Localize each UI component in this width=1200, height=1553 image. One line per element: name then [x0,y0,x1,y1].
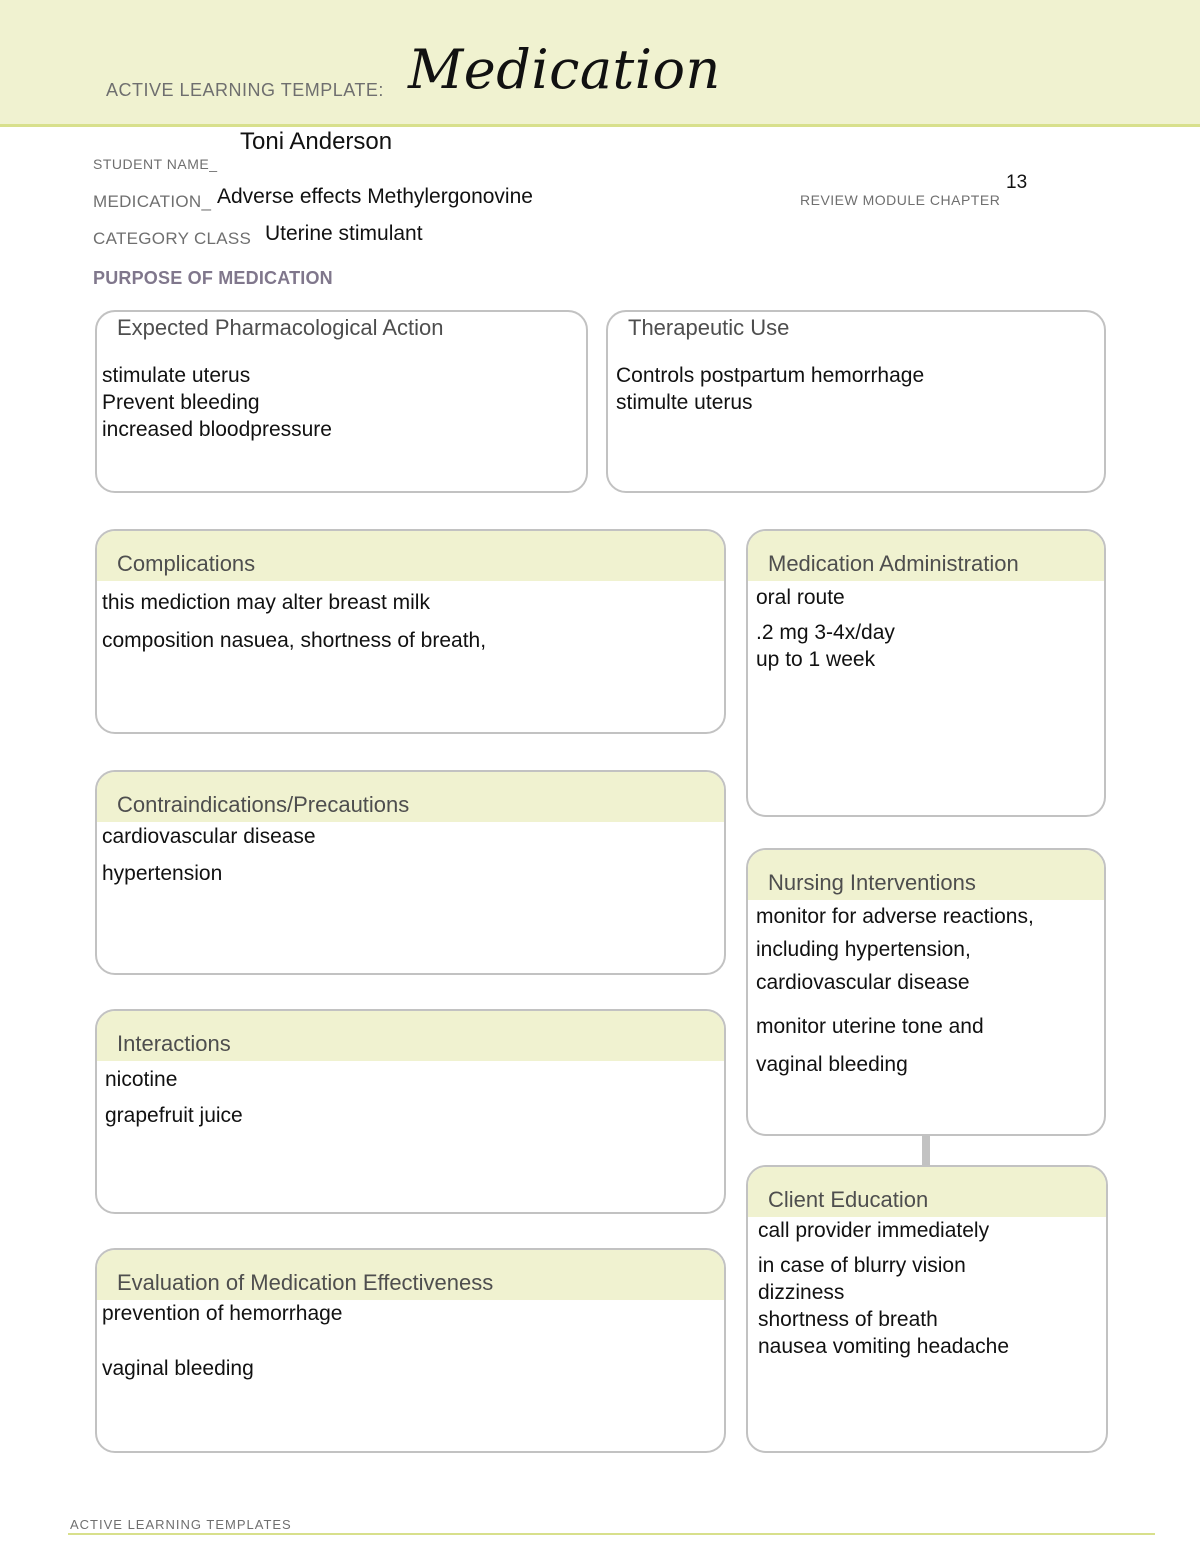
student-name-label: STUDENT NAME_ [93,156,218,172]
nursing-interventions-title: Nursing Interventions [768,870,976,895]
nursing-interventions-line: cardiovascular disease [756,971,970,994]
template-label: ACTIVE LEARNING TEMPLATE: [106,80,384,100]
medication-value[interactable]: Adverse effects Methylergonovine [217,185,533,208]
footer-divider [68,1533,1155,1535]
nursing-interventions-line: vaginal bleeding [756,1053,908,1076]
client-education-line: shortness of breath [758,1308,938,1331]
evaluation-line: prevention of hemorrhage [102,1302,343,1325]
complications-line: this mediction may alter breast milk [102,591,430,614]
flow-connector [922,1134,930,1166]
interactions-line: grapefruit juice [105,1104,243,1127]
medication-administration-line: .2 mg 3-4x/day [756,621,895,644]
expected-action-title: Expected Pharmacological Action [117,315,444,340]
contraindications-line: cardiovascular disease [102,825,316,848]
medication-administration-title: Medication Administration [768,551,1019,576]
client-education-box [746,1165,1108,1453]
therapeutic-use-line: stimulte uterus [616,391,753,414]
nursing-interventions-body[interactable] [756,900,1098,1081]
evaluation-line: vaginal bleeding [102,1357,254,1380]
complications-line: composition nasuea, shortness of breath, [102,629,487,652]
nursing-interventions-line: monitor uterine tone and [756,1015,984,1038]
interactions-box [95,1009,726,1214]
therapeutic-use-title: Therapeutic Use [628,315,790,340]
therapeutic-use-body[interactable] [616,362,1098,416]
contraindications-box [95,770,726,975]
therapeutic-use-box [606,310,1106,493]
medication-administration-body[interactable] [756,584,1098,673]
contraindications-body[interactable] [102,818,718,892]
complications-title: Complications [117,551,256,576]
complications-body[interactable] [102,584,718,660]
expected-action-line: stimulate uterus [102,364,251,387]
evaluation-box [95,1248,726,1453]
client-education-line: dizziness [758,1281,845,1304]
therapeutic-use-line: Controls postpartum hemorrhage [616,364,925,387]
client-education-line: nausea vomiting headache [758,1335,1010,1358]
purpose-heading: PURPOSE OF MEDICATION [93,268,333,288]
medication-label: MEDICATION_ [93,192,212,211]
client-education-body[interactable] [758,1217,1100,1360]
expected-action-line: Prevent bleeding [102,391,260,414]
client-education-title: Client Education [768,1187,929,1212]
expected-action-body[interactable] [102,362,580,443]
nursing-interventions-line: monitor for adverse reactions, [756,905,1034,928]
student-name-value[interactable]: Toni Anderson [240,128,393,155]
evaluation-title: Evaluation of Medication Effectiveness [117,1270,494,1295]
review-module-label: REVIEW MODULE CHAPTER [800,192,1001,208]
expected-action-box [95,310,588,493]
nursing-interventions-line: including hypertension, [756,938,971,961]
footer-label: ACTIVE LEARNING TEMPLATES [70,1517,292,1532]
client-education-line: in case of blurry vision [758,1254,966,1277]
interactions-line: nicotine [105,1068,178,1091]
complications-box [95,529,726,734]
template-header [0,0,1200,127]
evaluation-body[interactable] [102,1300,718,1383]
category-value[interactable]: Uterine stimulant [265,222,423,245]
interactions-title: Interactions [117,1031,231,1056]
medication-administration-line: oral route [756,586,845,609]
client-education-line: call provider immediately [758,1219,990,1242]
contraindications-line: hypertension [102,862,223,885]
medication-administration-box [746,529,1106,817]
contraindications-title: Contraindications/Precautions [117,792,410,817]
nursing-interventions-box [746,848,1106,1136]
expected-action-line: increased bloodpressure [102,418,332,441]
interactions-body[interactable] [105,1062,718,1134]
review-module-value[interactable]: 13 [1006,172,1028,193]
template-title: Medication [408,38,721,101]
category-label: CATEGORY CLASS [93,229,252,248]
medication-administration-line: up to 1 week [756,648,876,671]
